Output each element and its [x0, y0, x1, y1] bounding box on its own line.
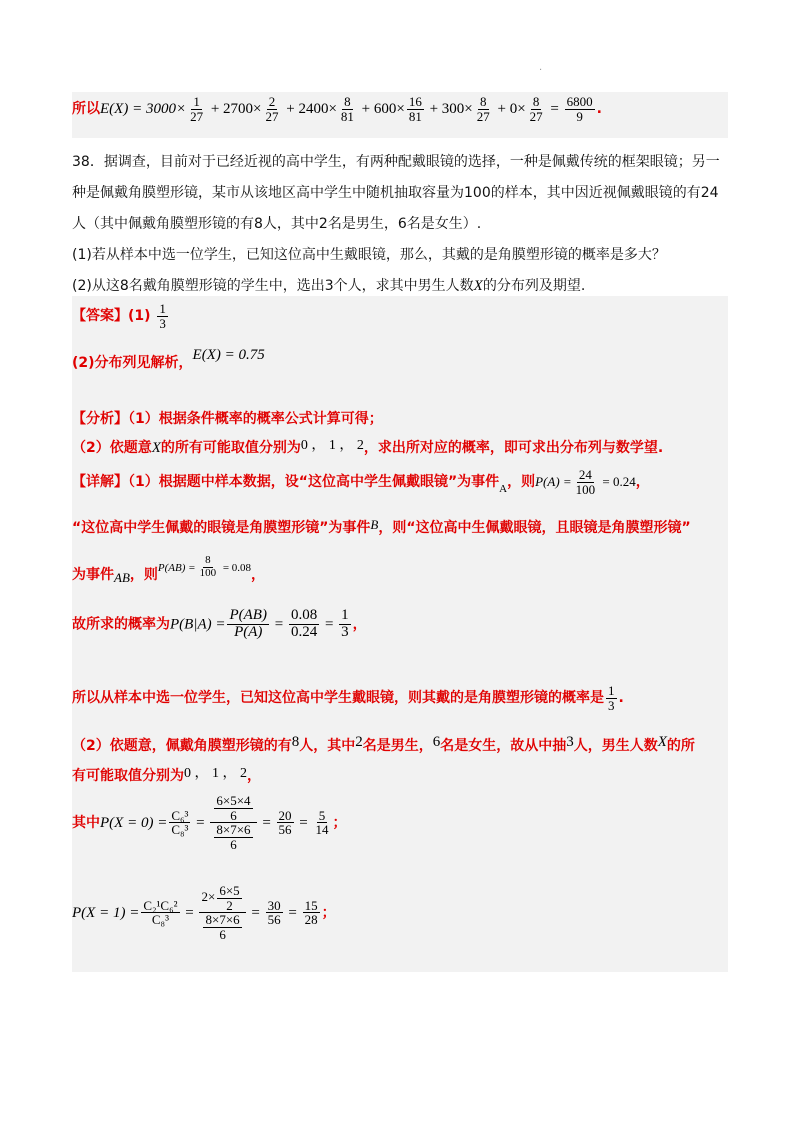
fraction: $\frac{15}{28}$	[304, 897, 318, 928]
expectation-line: 所以E(X) = 3000× $\frac{1}{27}$ + 2700× $\frac{2}{27}$ + 2400× $\frac{8}{81}$ + 600× $\frac{16}{81}$ + 300× $\frac{8}{27}$ + 0× $\frac{8}{27}$ = $\frac{6800}{9}$ .	[72, 94, 602, 124]
fraction: $\frac{0.08}{0.24}$	[290, 607, 318, 640]
compound-fraction: $\frac{\frac{6\times 5\times 4}{6}}{\frac{8\times 7\times 6}{6}}$	[210, 794, 256, 852]
prob-x0-line: 其中P(X = 0) = $\frac{\text{C₆³}}{\text{C₈³}}$ = $\frac{\frac{6\times 5\times 4}{6}}{\frac{8\times 7\times 6}{6}}$ = $\frac{20}{56}$ = $\frac{5}{14}$ ；	[72, 793, 347, 852]
page-dot: .	[539, 62, 543, 73]
detail-line-7: 有可能取值分别为0 ， 1 ， 2，	[72, 766, 261, 784]
fraction: $\frac{8}{27}$	[529, 94, 543, 124]
fraction: $\frac{1}{27}$	[190, 94, 204, 124]
fraction: $\frac{24}{100}$	[575, 467, 596, 497]
detail-line-6: （2）依题意，佩戴角膜塑形镜的有8人，其中2名是男生，6名是女生，故从中抽3人，男生人数X的所	[72, 734, 695, 754]
fraction: $\frac{16}{81}$	[408, 94, 422, 124]
fraction: $\frac{8}{81}$	[340, 94, 354, 124]
compound-fraction: 2× $\frac{6\times 5}{2}$ $\frac{8\times 7\times 6}{6}$	[199, 884, 245, 942]
question-line-3: 人（其中佩戴角膜塑形镜的有8人，其中2名是男生，6名是女生）.	[72, 216, 482, 232]
detail-line-2: “这位高中学生佩戴的眼镜是角膜塑形镜”为事件B，则“这位高中生佩戴眼镜，且眼镜是角膜塑形镜”	[72, 517, 691, 536]
fraction: $\frac{8}{100}$	[199, 554, 217, 579]
fraction: $\frac{\text{C₂¹C₆²}}{\text{C₈³}}$	[143, 897, 178, 928]
fraction: $\frac{1}{3}$	[341, 607, 349, 640]
fraction: $\frac{1}{3}$	[608, 683, 615, 713]
question-part-2: (2)从这8名戴角膜塑形镜的学生中，选出3个人，求其中男生人数X的分布列及期望.	[72, 278, 586, 294]
so-label: 所以	[72, 101, 100, 118]
detail-line-4: 故所求的概率为P(B|A) = $\frac{P(AB)}{P(A)}$ = $\frac{0.08}{0.24}$ = $\frac{1}{3}$ ，	[72, 607, 367, 640]
question-line-2: 种是佩戴角膜塑形镜，某市从该地区高中学生中随机抽取容量为100的样本，其中因近视佩戴眼镜的有24	[72, 185, 719, 201]
question-part-1: (1)若从样本中选一位学生，已知这位高中生戴眼镜，那么，其戴的是角膜塑形镜的概率是多大？	[72, 247, 666, 263]
fraction: $\frac{8}{27}$	[476, 94, 490, 124]
fraction: $\frac{2}{27}$	[265, 94, 279, 124]
fraction: $\frac{20}{56}$	[278, 807, 292, 838]
answer-label: 【答案】(1)	[72, 308, 156, 325]
fraction: $\frac{6800}{9}$	[566, 94, 593, 124]
fraction: $\frac{5}{14}$	[315, 807, 329, 838]
ex-lhs: E(X) = 3000×	[100, 101, 187, 118]
fraction: $\frac{\text{C₆³}}{\text{C₈³}}$	[171, 807, 189, 838]
analysis-line-2: （2）依题意X的所有可能取值分别为0 ， 1 ， 2，求出所对应的概率，即可求出分布列与数学望.	[72, 438, 664, 456]
fraction: $\frac{1}{3}$	[159, 301, 166, 331]
question-line-1: 38．据调查，目前对于已经近视的高中学生，有两种配戴眼镜的选择，一种是佩戴传统的框架眼镜；另一	[72, 154, 720, 170]
fraction: $\frac{30}{56}$	[267, 897, 281, 928]
answer-line-2: (2)分布列见解析，E(X) = 0.75	[72, 347, 265, 371]
detail-line-1: 【详解】（1）根据题中样本数据，设“这位高中学生佩戴眼镜”为事件$_A$，则P(A) = $\frac{24}{100}$ = 0.24，	[72, 467, 650, 497]
answer-line-1	[72, 302, 170, 330]
detail-line-5: 所以从样本中选一位学生，已知这位高中学生戴眼镜，则其戴的是角膜塑形镜的概率是 $\frac{1}{3}$ .	[72, 683, 624, 713]
detail-line-3: 为事件AB，则$^{P(AB) =}$ $\frac{8}{100}$ $^{= 0.08}$，	[72, 554, 266, 586]
prob-x1-line: P(X = 1) = $\frac{\text{C₂¹C₆²}}{\text{C₈³}}$ = 2× $\frac{6\times 5}{2}$ $\frac{8\times 7\times 6}{6}$ = $\frac{30}{56}$ = $\frac{15}{28}$ ；	[72, 883, 336, 942]
fraction: $\frac{P(AB)}{P(A)}$	[229, 607, 267, 640]
analysis-line-1: 【分析】（1）根据条件概率的概率公式计算可得；	[72, 411, 383, 427]
